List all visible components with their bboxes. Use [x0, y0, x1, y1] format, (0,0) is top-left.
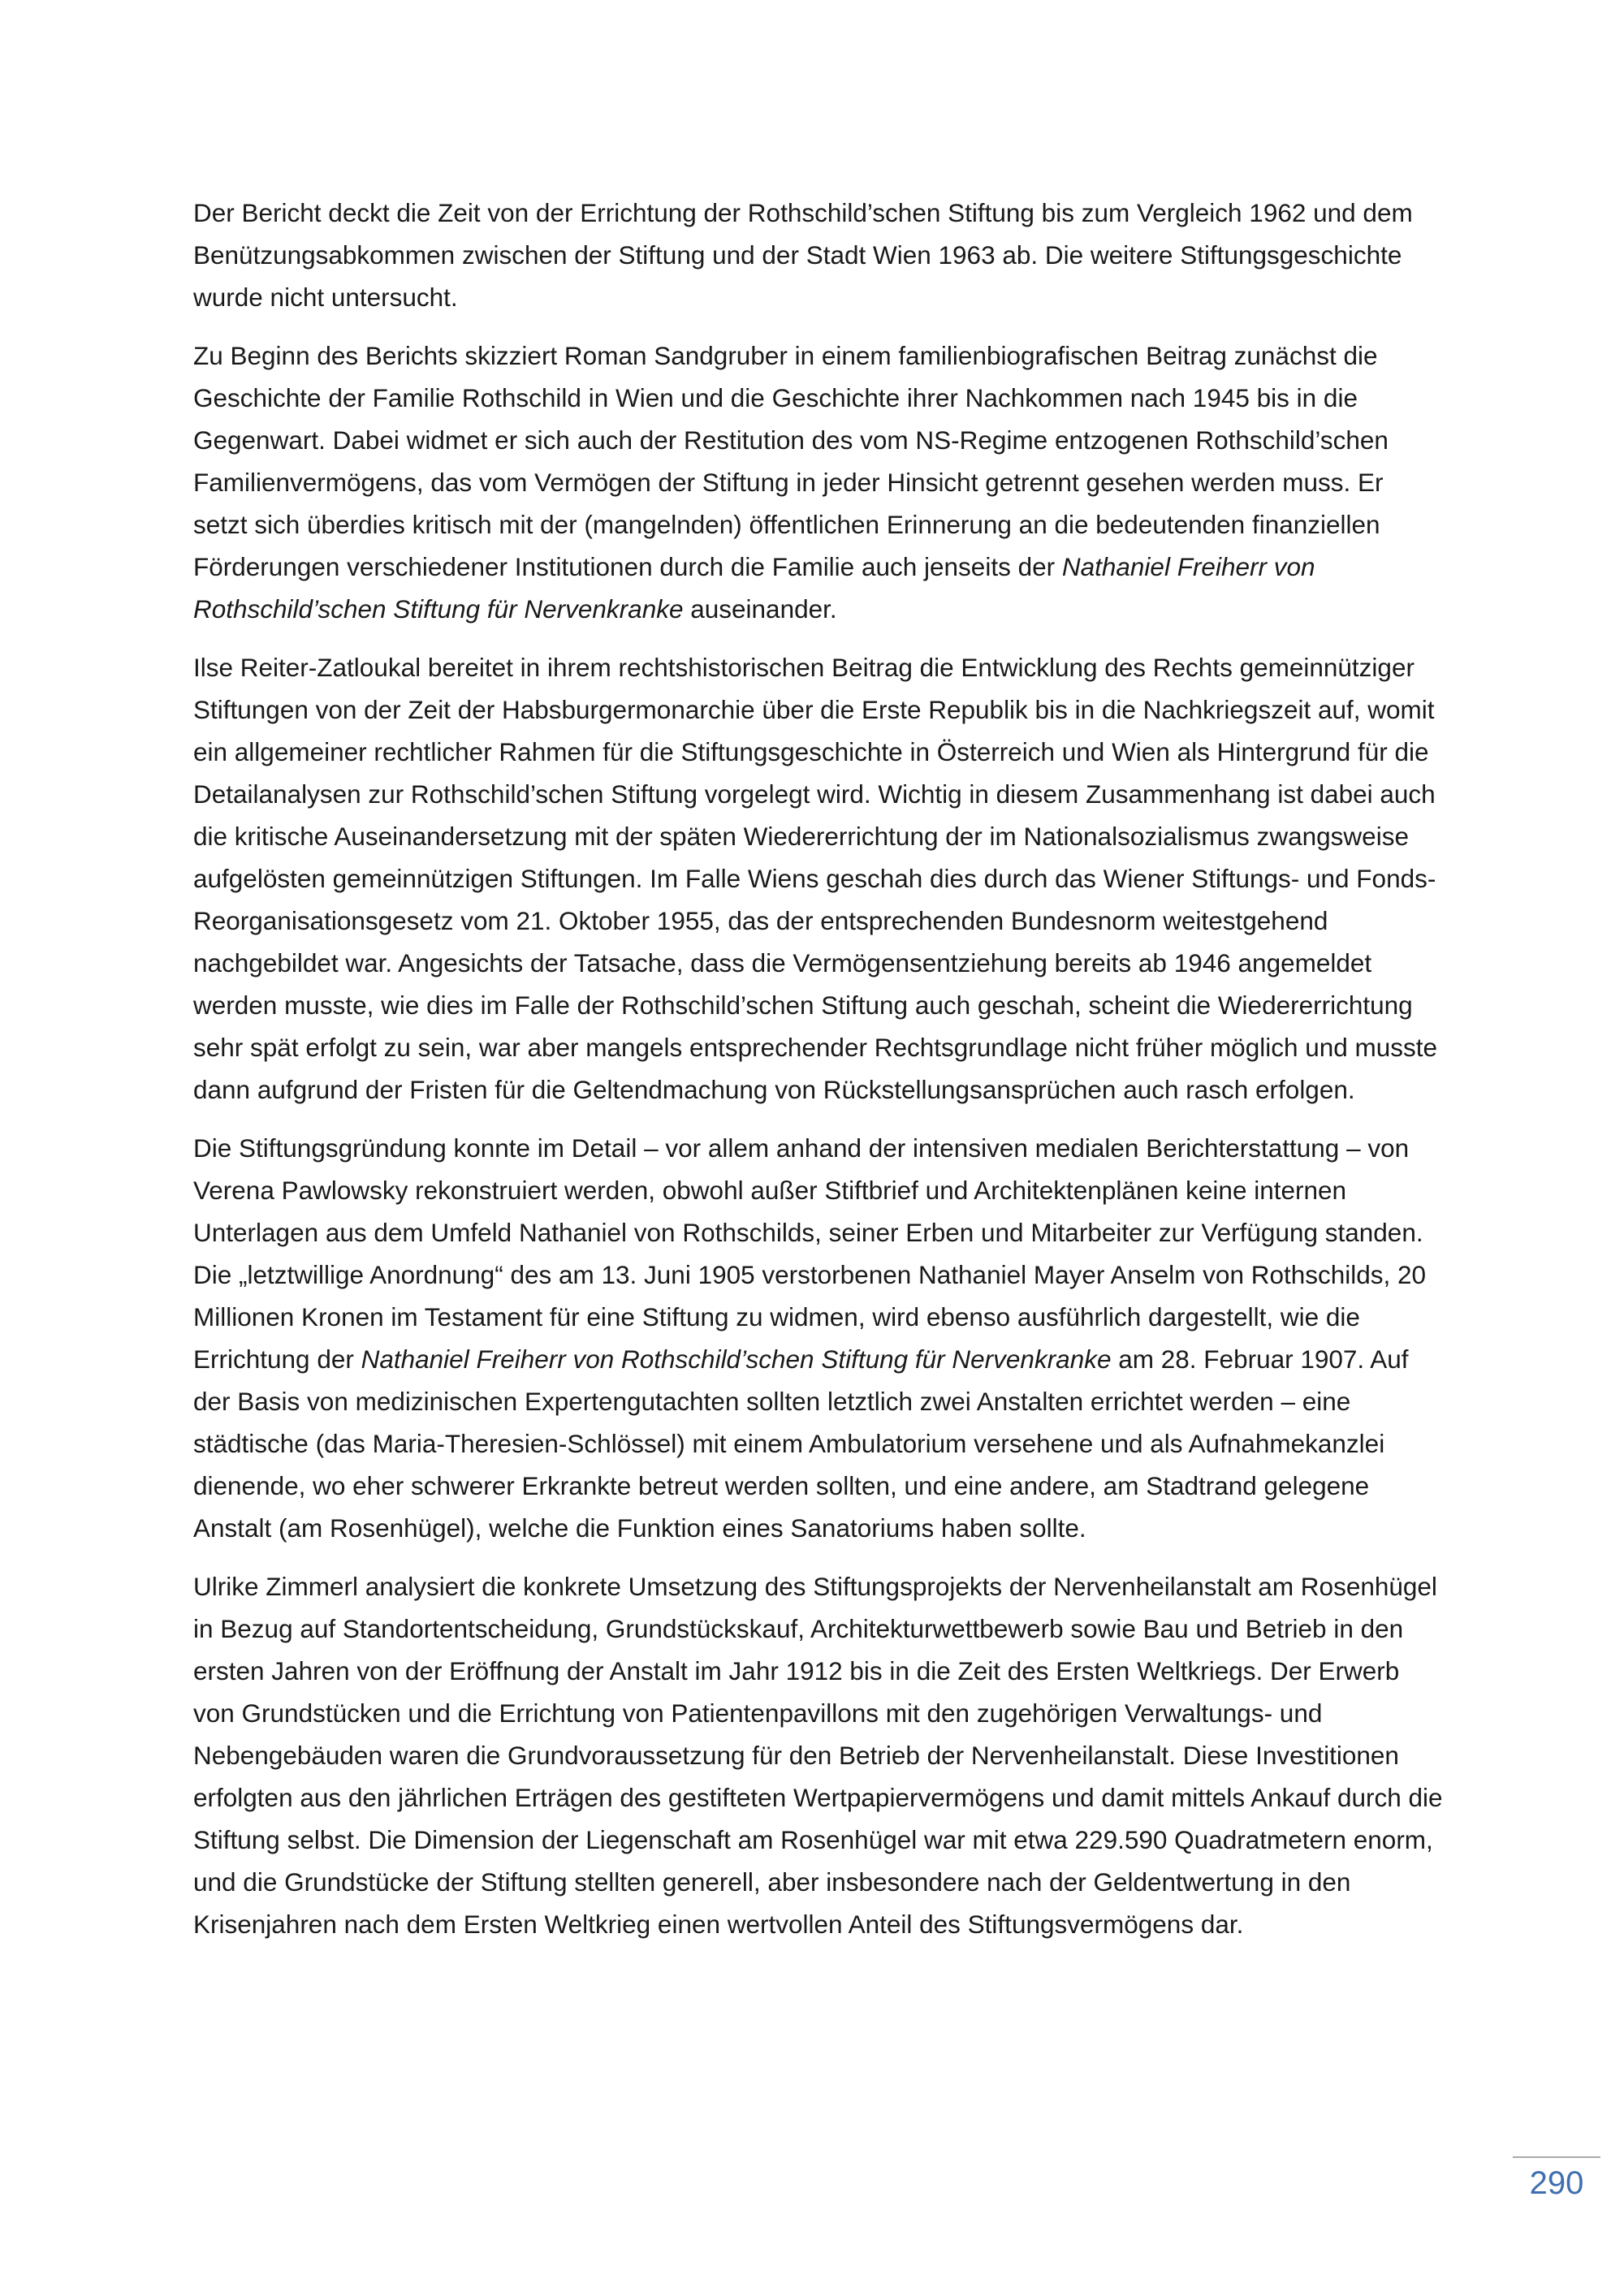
paragraph-2-text: Zu Beginn des Berichts skizziert Roman Sandgruber in einem familienbiografischen Beitrag zunächst die Geschichte der Familie Rothschild in Wien und die Geschichte ihrer Nachkommen nach 1945 bis in die Gegenwart. Dabei widmet er sich auch der Restitution des vom NS-Regime entzogenen Rothschild’schen Familienvermögens, das vom Vermögen der Stiftung in jeder Hinsicht getrennt gesehen werden muss. Er setzt sich überdies kritisch mit der (mangelnden) öffentlichen Erinnerung an die bedeutenden finanziellen Förderungen verschiedener Institutionen durch die Familie auch jenseits der	[193, 341, 1389, 581]
paragraph-4-text: Die Stiftungsgründung konnte im Detail – vor allem anhand der intensiven medialen Berichterstattung – von Verena Pawlowsky rekonstruiert werden, obwohl außer Stiftbrief und Architektenplänen keine internen Unterlagen aus dem Umfeld Nathaniel von Rothschilds, seiner Erben und Mitarbeiter zur Verfügung standen. Die „letztwillige Anordnung“ des am 13. Juni 1905 verstorbenen Nathaniel Mayer Anselm von Rothschilds, 20 Millionen Kronen im Testament für eine Stiftung zu widmen, wird ebenso ausführlich dargestellt, wie die Errichtung der	[193, 1133, 1427, 1374]
page-body	[193, 192, 1444, 1962]
page-number: 290	[1529, 2165, 1584, 2201]
paragraph-2-text-end: auseinander.	[683, 594, 837, 624]
paragraph-4-text-end: am 28. Februar 1907. Auf der Basis von medizinischen Expertengutachten sollten letztlich zwei Anstalten errichtet werden – eine städtische (das Maria-Theresien-Schlössel) mit einem Ambulatorium versehene und als Aufnahmekanzlei dienende, wo eher schwerer Erkrankte betreut werden sollten, und eine andere, am Stadtrand gelegene Anstalt (am Rosenhügel), welche die Funktion eines Sanatoriums haben sollte.	[193, 1344, 1409, 1543]
paragraph-5-text: Ulrike Zimmerl analysiert die konkrete Umsetzung des Stiftungsprojekts der Nervenheilanstalt am Rosenhügel in Bezug auf Standortentscheidung, Grundstückskauf, Architekturwettbewerb sowie Bau und Betrieb in den ersten Jahren von der Eröffnung der Anstalt im Jahr 1912 bis in die Zeit des Ersten Weltkriegs. Der Erwerb von Grundstücken und die Errichtung von Patientenpavillons mit den zugehörigen Verwaltungs- und Nebengebäuden waren die Grundvoraussetzung für den Betrieb der Nervenheilanstalt. Diese Investitionen erfolgten aus den jährlichen Erträgen des gestifteten Wertpapiervermögens und damit mittels Ankauf durch die Stiftung selbst. Die Dimension der Liegenschaft am Rosenhügel war mit etwa 229.590 Quadratmetern enorm, und die Grundstücke der Stiftung stellten generell, aber insbesondere nach der Geldentwertung in den Krisenjahren nach dem Ersten Weltkrieg einen wertvollen Anteil des Stiftungsvermögens dar.	[193, 1572, 1443, 1939]
paragraph-3-text: Ilse Reiter-Zatloukal bereitet in ihrem rechtshistorischen Beitrag die Entwicklung des Rechts gemeinnütziger Stiftungen von der Zeit der Habsburgermonarchie über die Erste Republik bis in die Nachkriegszeit auf, womit ein allgemeiner rechtlicher Rahmen für die Stiftungsgeschichte in Österreich und Wien als Hintergrund für die Detailanalysen zur Rothschild’schen Stiftung vorgelegt wird. Wichtig in diesem Zusammenhang ist dabei auch die kritische Auseinandersetzung mit der späten Wiedererrichtung der im Nationalsozialismus zwangsweise aufgelösten gemeinnützigen Stiftungen. Im Falle Wiens geschah dies durch das Wiener Stiftungs- und Fonds-Reorganisationsgesetz vom 21. Oktober 1955, das der entsprechenden Bundesnorm weitestgehend nachgebildet war. Angesichts der Tatsache, dass die Vermögensentziehung bereits ab 1946 angemeldet werden musste, wie dies im Falle der Rothschild’schen Stiftung auch geschah, scheint die Wiedererrichtung sehr spät erfolgt zu sein, war aber mangels entsprechender Rechtsgrundlage nicht früher möglich und musste dann aufgrund der Fristen für die Geltendmachung von Rückstellungsansprüchen auch rasch erfolgen.	[193, 653, 1438, 1104]
footer-rule	[1513, 2156, 1600, 2158]
paragraph-2	[193, 334, 1444, 630]
paragraph-5	[193, 1565, 1444, 1945]
paragraph-3	[193, 646, 1444, 1111]
paragraph-4	[193, 1127, 1444, 1549]
foundation-name-italic: Nathaniel Freiherr von Rothschild’schen Stiftung für Nervenkranke	[361, 1344, 1112, 1374]
paragraph-1	[193, 192, 1444, 318]
foundation-name-italic: Nathaniel Freiherr von Rothschild’schen Stiftung für Nervenkranke	[193, 552, 1315, 624]
paragraph-1-text: Der Bericht deckt die Zeit von der Errichtung der Rothschild’schen Stiftung bis zum Vergleich 1962 und dem Benützungsabkommen zwischen der Stiftung und der Stadt Wien 1963 ab. Die weitere Stiftungsgeschichte wurde nicht untersucht.	[193, 198, 1413, 312]
